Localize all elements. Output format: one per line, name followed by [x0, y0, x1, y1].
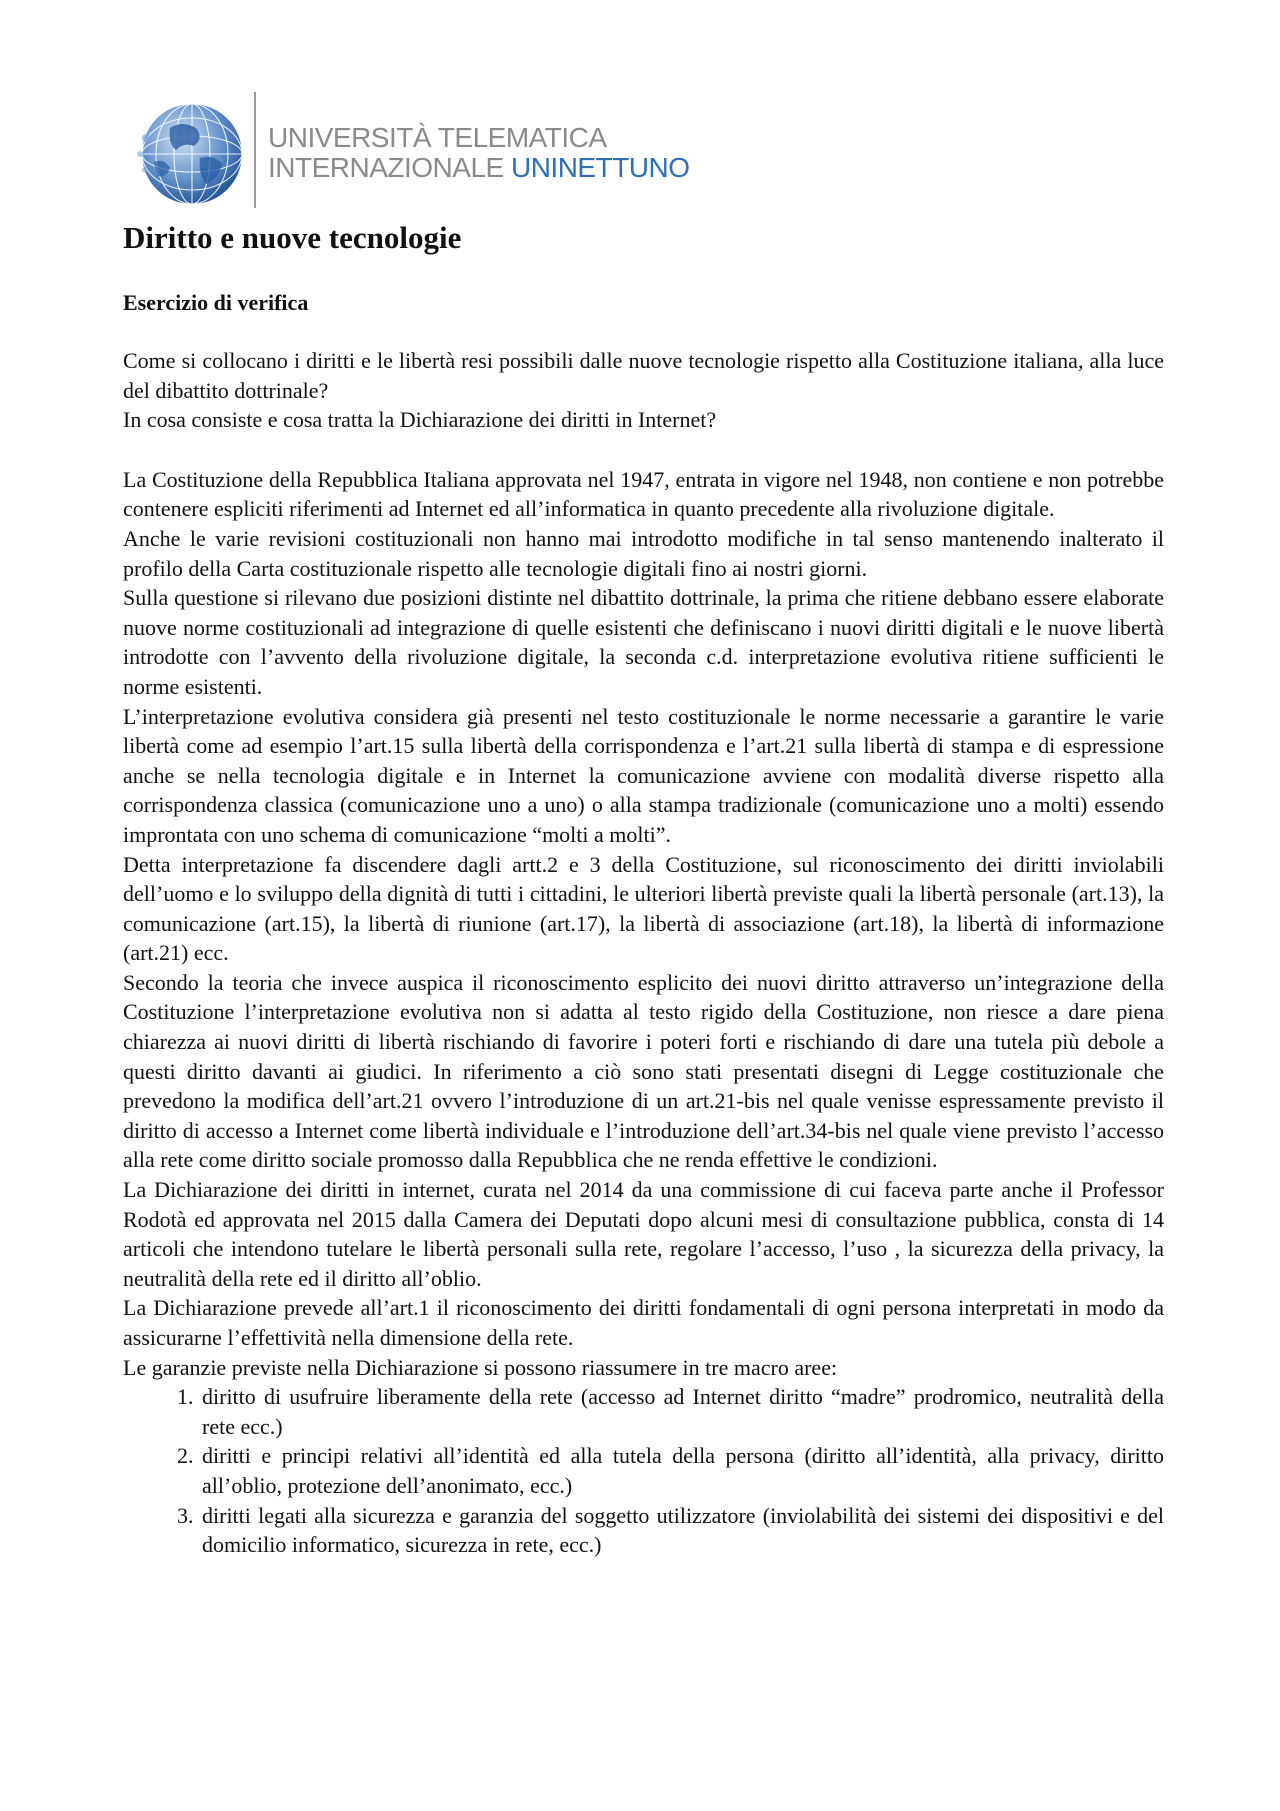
guarantees-list	[123, 1382, 1164, 1560]
university-logo	[130, 92, 690, 208]
paragraph-2: Anche le varie revisioni costituzionali non hanno mai introdotto modifiche in tal senso mantenendo inalterato il profilo della Carta costituzionale rispetto alle tecnologie digitali fino ai nostri giorni.	[123, 525, 1164, 581]
paragraph-3: Sulla questione si rilevano due posizioni distinte nel dibattito dottrinale, la prima che ritiene debbano essere elaborate nuove norme costituzionali ad integrazione di quelle esistenti che definiscano i nuovi diritti digitali e le nuove libertà introdotte con l’avvento della rivoluzione digitale, la seconda c.d. interpretazione evolutiva ritiene sufficienti le norme esistenti.	[123, 585, 1164, 699]
document-title: Diritto e nuove tecnologie	[123, 220, 462, 255]
logo-line-1: UNIVERSITÀ TELEMATICA	[268, 122, 607, 153]
list-item: 2. diritti e principi relativi all’identità ed alla tutela della persona (diritto all’identità, alla privacy, diritto all’oblio, protezione dell’anonimato, ecc.)	[199, 1441, 1164, 1500]
document-subtitle: Esercizio di verifica	[123, 290, 309, 315]
spacer	[123, 435, 1164, 465]
document-body	[123, 346, 1164, 1560]
list-item: 3. diritti legati alla sicurezza e garanzia del soggetto utilizzatore (inviolabilità dei sistemi dei dispositivi e del domicilio informatico, sicurezza in rete, ecc.)	[199, 1501, 1164, 1560]
logo-line-2	[268, 152, 690, 184]
question-1: Come si collocano i diritti e le libertà resi possibili dalle nuove tecnologie rispetto alla Costituzione italiana, alla luce del dibattito dottrinale?	[123, 348, 1164, 403]
list-item: 1. diritto di usufruire liberamente della rete (accesso ad Internet diritto “madre” prodromico, neutralità della rete ecc.)	[199, 1382, 1164, 1441]
logo-divider	[254, 92, 256, 208]
paragraph-7: La Dichiarazione dei diritti in internet, curata nel 2014 da una commissione di cui faceva parte anche il Professor Rodotà ed approvata nel 2015 dalla Camera dei Deputati dopo alcuni mesi di consultazione pubblica, consta di 14 articoli che intendono tutelare le libertà personali sulla rete, regolare l’accesso, l’uso , la sicurezza della privacy, la neutralità della rete ed il diritto all’oblio.	[123, 1177, 1164, 1291]
logo-line-2-prefix: INTERNAZIONALE	[268, 152, 504, 183]
paragraph-9: Le garanzie previste nella Dichiarazione si possono riassumere in tre macro aree:	[123, 1354, 838, 1380]
question-2: In cosa consiste e cosa tratta la Dichiarazione dei diritti in Internet?	[123, 407, 717, 433]
paragraph-6: Secondo la teoria che invece auspica il riconoscimento esplicito dei nuovi diritto attraverso un’integrazione della Costituzione l’interpretazione evolutiva non si adatta al testo rigido della Costituzione, non riesce a dare piena chiarezza ai nuovi diritti di libertà rischiando di favorire i poteri forti e rischiando di dare una tutela più debole a questi diritto davanti ai giudici. In riferimento a ciò sono stati presentati disegni di Legge costituzionale che prevedono la modifica dell’art.21 ovvero l’introduzione di un art.21-bis nel quale venisse espressamente previsto il diritto di accesso a Internet come libertà individuale e l’introduzione dell’art.34-bis nel quale viene previsto l’accesso alla rete come diritto sociale promosso dalla Repubblica che ne renda effettive le condizioni.	[123, 969, 1164, 1173]
paragraph-1: La Costituzione della Repubblica Italiana approvata nel 1947, entrata in vigore nel 1948, non contiene e non potrebbe contenere espliciti riferimenti ad Internet ed all’informatica in quanto precedente alla rivoluzione digitale.	[123, 466, 1164, 522]
logo-line-2-accent: UNINETTUNO	[510, 152, 690, 183]
paragraph-5: Detta interpretazione fa discendere dagli artt.2 e 3 della Costituzione, sul riconoscimento dei diritti inviolabili dell’uomo e lo sviluppo della dignità di tutti i cittadini, le ulteriori libertà previste quali la libertà personale (art.13), la comunicazione (art.15), la libertà di riunione (art.17), la libertà di associazione (art.18), la libertà di informazione (art.21) ecc.	[123, 851, 1164, 966]
paragraph-4: L’interpretazione evolutiva considera già presenti nel testo costituzionale le norme necessarie a garantire le varie libertà come ad esempio l’art.15 sulla libertà della corrispondenza e l’art.21 sulla libertà di stampa e di espressione anche se nella tecnologia digitale e in Internet la comunicazione avviene con modalità diverse rispetto alla corrispondenza classica (comunicazione uno a uno) o alla stampa tradizionale (comunicazione uno a molti) essendo improntata con uno schema di comunicazione “molti a molti”.	[123, 703, 1164, 847]
globe-icon	[130, 98, 248, 208]
paragraph-8: La Dichiarazione prevede all’art.1 il riconoscimento dei diritti fondamentali di ogni persona interpretati in modo da assicurarne l’effettività nella dimensione della rete.	[123, 1295, 1164, 1350]
